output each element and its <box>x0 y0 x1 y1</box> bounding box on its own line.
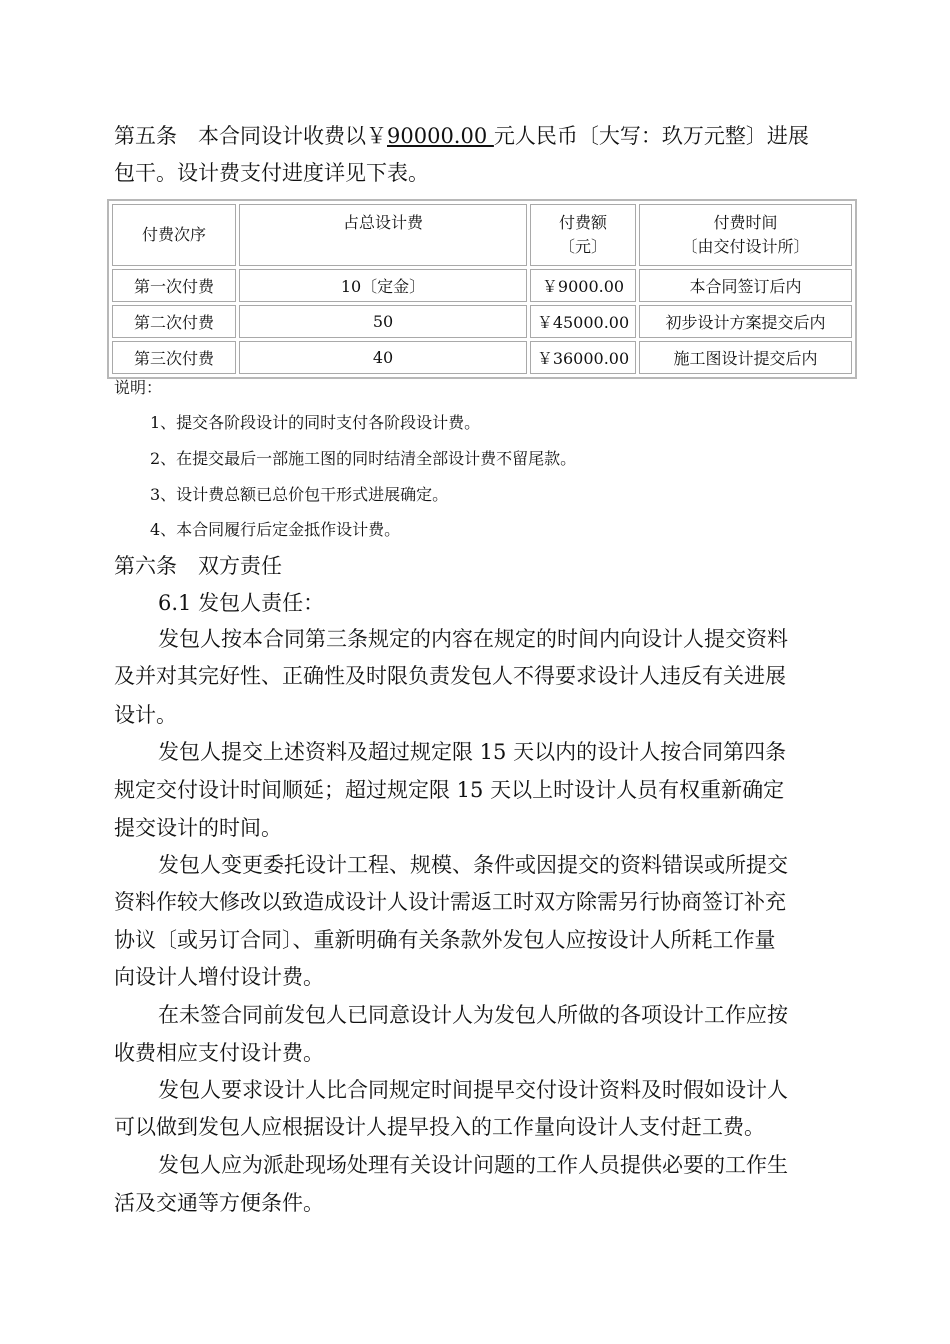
paragraph-line: 协议〔或另订合同〕、重新明确有关条款外发包人应按设计人所耗工作量 <box>114 928 776 952</box>
article5-line2: 包干。设计费支付进度详见下表。 <box>114 161 429 185</box>
fee-schedule-table <box>107 199 857 379</box>
header-amount <box>530 204 636 266</box>
paragraph-line: 收费相应支付设计费。 <box>114 1041 324 1065</box>
header-time-line1: 付费时间 <box>713 213 778 232</box>
paragraph-line: 可以做到发包人应根据设计人提早投入的工作量向设计人支付赶工费。 <box>114 1115 765 1139</box>
table-row <box>112 341 852 374</box>
article5-line1-pre: 第五条 本合同设计收费以￥ <box>114 124 387 148</box>
paragraph-line: 发包人提交上述资料及超过规定限 15 天以内的设计人按合同第四条 <box>158 740 787 764</box>
paragraph-line: 发包人按本合同第三条规定的内容在规定的时间内向设计人提交资料 <box>158 627 788 651</box>
paragraph-line: 设计。 <box>114 703 177 727</box>
cell-time: 初步设计方案提交后内 <box>639 305 852 338</box>
cell-amount: ￥45000.00 <box>530 305 636 338</box>
notes-title: 说明： <box>114 378 163 397</box>
table-row <box>112 269 852 302</box>
cell-time: 施工图设计提交后内 <box>639 341 852 374</box>
fee-amount: 90000.00 <box>387 124 494 148</box>
paragraph-line: 提交设计的时间。 <box>114 816 282 840</box>
paragraph-line: 及并对其完好性、正确性及时限负责发包人不得要求设计人违反有关进展 <box>114 664 786 688</box>
article6-heading: 第六条 双方责任 <box>114 554 282 578</box>
cell-amount: ￥36000.00 <box>530 341 636 374</box>
paragraph-line: 向设计人增付设计费。 <box>114 965 324 989</box>
paragraph-line: 在未签合同前发包人已同意设计人为发包人所做的各项设计工作应按 <box>158 1003 788 1027</box>
table-row <box>112 305 852 338</box>
paragraph-line: 发包人变更委托设计工程、规模、条件或因提交的资料错误或所提交 <box>158 853 788 877</box>
header-amount-line1: 付费额 <box>558 213 607 232</box>
header-time <box>639 204 852 266</box>
cell-percentage: 50 <box>239 305 527 338</box>
cell-percentage: 40 <box>239 341 527 374</box>
paragraph-line: 发包人要求设计人比合同规定时间提早交付设计资料及时假如设计人 <box>158 1078 788 1102</box>
note-item: 2、在提交最后一部施工图的同时结清全部设计费不留尾款。 <box>150 449 577 468</box>
header-amount-line2: 〔元〕 <box>558 237 607 256</box>
paragraph-line: 资料作较大修改以致造成设计人设计需返工时双方除需另行协商签订补充 <box>114 890 786 914</box>
cell-order: 第二次付费 <box>112 305 236 338</box>
cell-time: 本合同签订后内 <box>639 269 852 302</box>
paragraph-line: 规定交付设计时间顺延；超过规定限 15 天以上时设计人员有权重新确定 <box>114 778 785 802</box>
note-item: 1、提交各阶段设计的同时支付各阶段设计费。 <box>150 413 481 432</box>
cell-order: 第一次付费 <box>112 269 236 302</box>
paragraph-line: 活及交通等方便条件。 <box>114 1191 324 1215</box>
note-item: 3、设计费总额已总价包干形式进展确定。 <box>150 485 449 504</box>
article5-line1 <box>114 118 809 154</box>
cell-percentage: 10〔定金〕 <box>239 269 527 302</box>
table-header-row <box>112 204 852 266</box>
paragraph-line: 发包人应为派赴现场处理有关设计问题的工作人员提供必要的工作生 <box>158 1153 788 1177</box>
cell-amount: ￥9000.00 <box>530 269 636 302</box>
article6-subheading: 6.1 发包人责任： <box>158 591 325 615</box>
note-item: 4、本合同履行后定金抵作设计费。 <box>150 520 401 539</box>
header-order: 付费次序 <box>112 204 236 266</box>
cell-order: 第三次付费 <box>112 341 236 374</box>
article5-line1-post: 元人民币〔大写：玖万元整〕进展 <box>493 124 809 148</box>
header-time-line2: 〔由交付设计所〕 <box>681 237 810 256</box>
header-percentage: 占总设计费 <box>239 204 527 266</box>
